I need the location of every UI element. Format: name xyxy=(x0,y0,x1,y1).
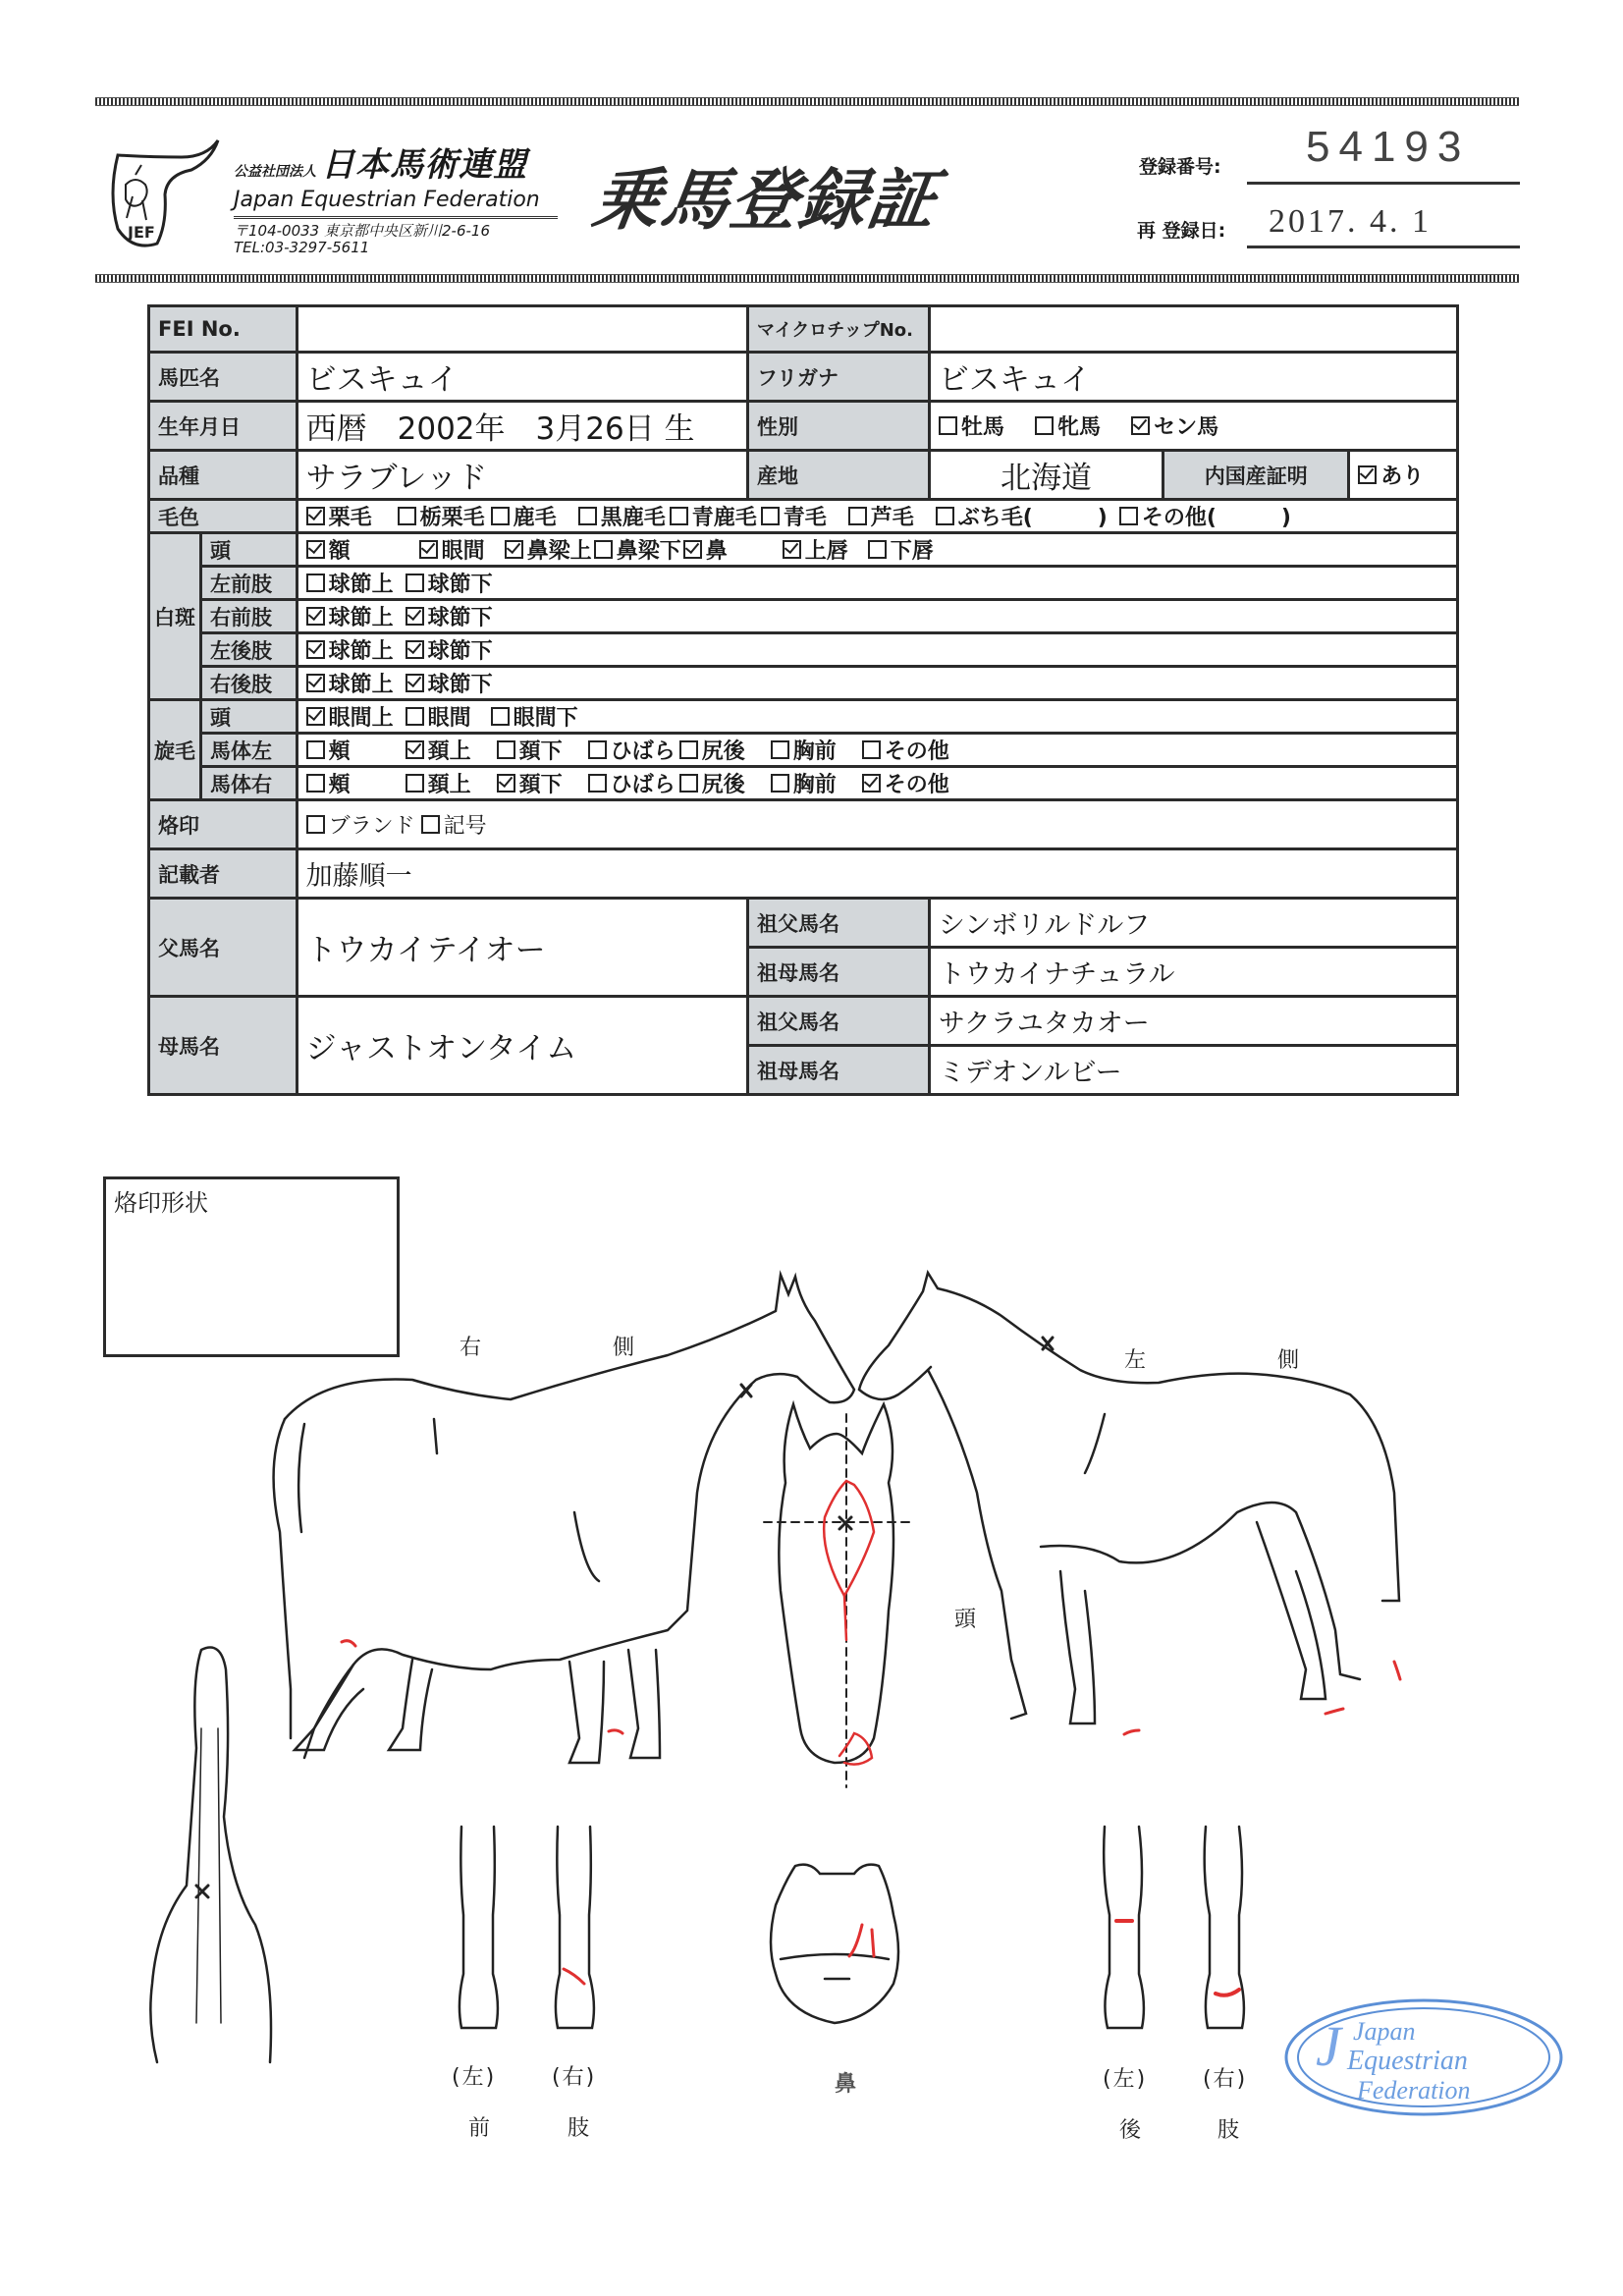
dam-granddam-value[interactable]: ミデオンルビー xyxy=(929,1046,1457,1095)
horse-name-value[interactable]: ビスキュイ xyxy=(297,353,747,402)
left-cheek[interactable]: 頬 xyxy=(306,735,351,765)
right-flank[interactable]: ひばら xyxy=(588,768,676,798)
head-white-marking xyxy=(824,1481,874,1765)
coat-brown[interactable]: 青鹿毛 xyxy=(670,501,757,531)
left-hind-below-fetlock[interactable]: 球節下 xyxy=(406,634,493,665)
white-markings-label: 白斑 xyxy=(149,533,201,700)
right-side-label: 右 側 xyxy=(460,1336,665,1360)
coat-pinto[interactable]: ぶち毛( ) xyxy=(936,501,1108,531)
forelimb-label-2: 肢 xyxy=(568,2116,592,2141)
fei-no-label: FEI No. xyxy=(149,306,298,353)
forelimbs-front-view-icon xyxy=(460,1827,594,2028)
coat-dark-chestnut[interactable]: 栃栗毛 xyxy=(398,501,485,531)
white-left-fore-label: 左前肢 xyxy=(201,567,298,600)
dam-value[interactable]: ジャストオンタイム xyxy=(297,997,747,1095)
sire-label: 父馬名 xyxy=(149,899,298,997)
whorl-between-eyes[interactable]: 眼間 xyxy=(406,701,471,732)
right-lower-neck[interactable]: 頚下 xyxy=(497,768,563,798)
head-front-view-icon xyxy=(764,1404,913,1787)
org-address: 〒104-0033 東京都中央区新川2-6-16 xyxy=(234,222,490,240)
coat-black[interactable]: 青毛 xyxy=(761,501,827,531)
white-forehead[interactable]: 額 xyxy=(306,534,351,565)
dam-label: 母馬名 xyxy=(149,997,298,1095)
coat-chestnut[interactable]: 栗毛 xyxy=(306,501,372,531)
white-upper-lip[interactable]: 上唇 xyxy=(783,534,848,565)
left-flank[interactable]: ひばら xyxy=(588,735,676,765)
whorl-body-left-label: 馬体左 xyxy=(201,734,298,767)
left-chest[interactable]: 胸前 xyxy=(771,735,837,765)
sire-granddam-value[interactable]: トウカイナチュラル xyxy=(929,948,1457,997)
coat-other[interactable]: その他( ) xyxy=(1119,501,1291,531)
sex-option-gelding[interactable]: セン馬 xyxy=(1131,410,1218,441)
org-name: 日本馬術連盟 xyxy=(321,145,528,185)
registration-date-label: 再 登録日: xyxy=(1137,220,1226,242)
hindlimb-right-label: (右) xyxy=(1203,2067,1248,2092)
sire-grandsire-label: 祖父馬名 xyxy=(748,899,930,948)
white-between-eyes[interactable]: 眼間 xyxy=(419,534,485,565)
nose-label: 鼻 xyxy=(835,2072,859,2097)
whorl-body-right-label: 馬体右 xyxy=(201,767,298,800)
origin-value[interactable]: 北海道 xyxy=(929,451,1163,500)
svg-text:Japan: Japan xyxy=(1353,2017,1416,2046)
left-lower-neck[interactable]: 頚下 xyxy=(497,735,563,765)
white-upper-bridge[interactable]: 鼻梁上 xyxy=(505,534,592,565)
right-hind-below-fetlock[interactable]: 球節下 xyxy=(406,668,493,698)
registration-number: 54193 xyxy=(1306,123,1471,171)
top-view-body-icon xyxy=(150,1648,271,2063)
dam-grandsire-label: 祖父馬名 xyxy=(748,997,930,1046)
domestic-cert-option[interactable]: あり xyxy=(1349,451,1458,500)
org-prefix: 公益社団法人 xyxy=(234,164,316,180)
white-nose[interactable]: 鼻 xyxy=(683,534,728,565)
brand-shape-label: 烙印形状 xyxy=(114,1189,208,1217)
svg-text:Federation: Federation xyxy=(1357,2076,1471,2105)
right-chest[interactable]: 胸前 xyxy=(771,768,837,798)
hindlimb-left-label: (左) xyxy=(1103,2067,1148,2092)
right-hind-above-fetlock[interactable]: 球節上 xyxy=(306,668,394,698)
furigana-label: フリガナ xyxy=(748,353,930,402)
right-rear[interactable]: 尻後 xyxy=(679,768,745,798)
leg-white-markings xyxy=(342,1641,1400,1734)
svg-text:J: J xyxy=(1316,2014,1341,2078)
left-rear[interactable]: 尻後 xyxy=(679,735,745,765)
microchip-no-label: マイクロチップNo. xyxy=(748,306,930,353)
coat-gray[interactable]: 芦毛 xyxy=(848,501,914,531)
whorls-label: 旋毛 xyxy=(149,700,201,800)
sex-option-stallion[interactable]: 牡馬 xyxy=(939,410,1004,441)
white-lower-lip[interactable]: 下唇 xyxy=(868,534,934,565)
left-fore-above-fetlock[interactable]: 球節上 xyxy=(306,568,394,598)
whorl-head-label: 頭 xyxy=(201,700,298,734)
svg-text:Equestrian: Equestrian xyxy=(1347,2046,1468,2076)
whorl-above-eyes[interactable]: 眼間上 xyxy=(306,701,394,732)
horse-name-label: 馬匹名 xyxy=(149,353,298,402)
right-upper-neck[interactable]: 頚上 xyxy=(406,768,471,798)
right-side-horse-icon xyxy=(274,1275,854,1763)
right-other[interactable]: その他 xyxy=(862,768,949,798)
whorl-below-eyes[interactable]: 眼間下 xyxy=(491,701,578,732)
coat-color-label: 毛色 xyxy=(149,500,298,533)
breed-value[interactable]: サラブレッド xyxy=(297,451,747,500)
sire-granddam-label: 祖母馬名 xyxy=(748,948,930,997)
white-lower-bridge[interactable]: 鼻梁下 xyxy=(594,534,681,565)
forelimb-right-label: (右) xyxy=(552,2065,597,2090)
white-left-hind-label: 左後肢 xyxy=(201,633,298,667)
furigana-value[interactable]: ビスキュイ xyxy=(929,353,1457,402)
jef-stamp-icon xyxy=(1276,1989,1571,2126)
domestic-cert-label: 内国産証明 xyxy=(1163,451,1349,500)
birth-date-label: 生年月日 xyxy=(149,402,298,451)
left-hind-above-fetlock[interactable]: 球節上 xyxy=(306,634,394,665)
left-side-horse-icon xyxy=(859,1273,1399,1723)
head-label: 頭 xyxy=(954,1608,979,1632)
right-cheek[interactable]: 頬 xyxy=(306,768,351,798)
left-side-label: 左 側 xyxy=(1124,1348,1329,1373)
white-head-label: 頭 xyxy=(201,533,298,567)
brand-option-symbol[interactable]: 記号 xyxy=(421,809,487,840)
birth-date-value[interactable]: 西暦 2002年 3月26日 生 xyxy=(297,402,747,451)
sex-label: 性別 xyxy=(748,402,930,451)
left-other[interactable]: その他 xyxy=(862,735,949,765)
forelimb-label-1: 前 xyxy=(468,2116,493,2141)
origin-label: 産地 xyxy=(748,451,930,500)
nose-view-icon xyxy=(771,1865,898,2023)
hindlimbs-rear-view-icon xyxy=(1104,1827,1244,2028)
brand-label: 烙印 xyxy=(149,800,298,849)
registration-number-label: 登録番号: xyxy=(1139,156,1221,178)
hindlimb-label-2: 肢 xyxy=(1217,2118,1242,2143)
white-right-fore-label: 右前肢 xyxy=(201,600,298,633)
brand-option-brand[interactable]: ブランド xyxy=(306,809,415,840)
left-upper-neck[interactable]: 頚上 xyxy=(406,735,471,765)
hindlimb-label-1: 後 xyxy=(1119,2118,1144,2143)
sire-grandsire-value[interactable]: シンボリルドルフ xyxy=(929,899,1457,948)
forelimb-left-label: (左) xyxy=(452,2065,497,2090)
dam-granddam-label: 祖母馬名 xyxy=(748,1046,930,1095)
coat-bay[interactable]: 鹿毛 xyxy=(491,501,557,531)
right-fore-below-fetlock[interactable]: 球節下 xyxy=(406,601,493,631)
recorder-label: 記載者 xyxy=(149,849,298,899)
sex-option-mare[interactable]: 牝馬 xyxy=(1035,410,1101,441)
org-tel: TEL:03-3297-5611 xyxy=(234,239,370,256)
recorder-value[interactable]: 加藤順一 xyxy=(297,849,1457,899)
dam-grandsire-value[interactable]: サクラユタカオー xyxy=(929,997,1457,1046)
sire-value[interactable]: トウカイテイオー xyxy=(297,899,747,997)
svg-text:JEF: JEF xyxy=(128,223,155,242)
right-fore-above-fetlock[interactable]: 球節上 xyxy=(306,601,394,631)
org-name-en: Japan Equestrian Federation xyxy=(234,188,558,219)
coat-dark-bay[interactable]: 黒鹿毛 xyxy=(578,501,666,531)
document-title: 乗馬登録証 xyxy=(587,162,943,240)
left-fore-below-fetlock[interactable]: 球節下 xyxy=(406,568,493,598)
white-right-hind-label: 右後肢 xyxy=(201,667,298,700)
registration-date: 2017. 4. 1 xyxy=(1269,203,1432,240)
breed-label: 品種 xyxy=(149,451,298,500)
